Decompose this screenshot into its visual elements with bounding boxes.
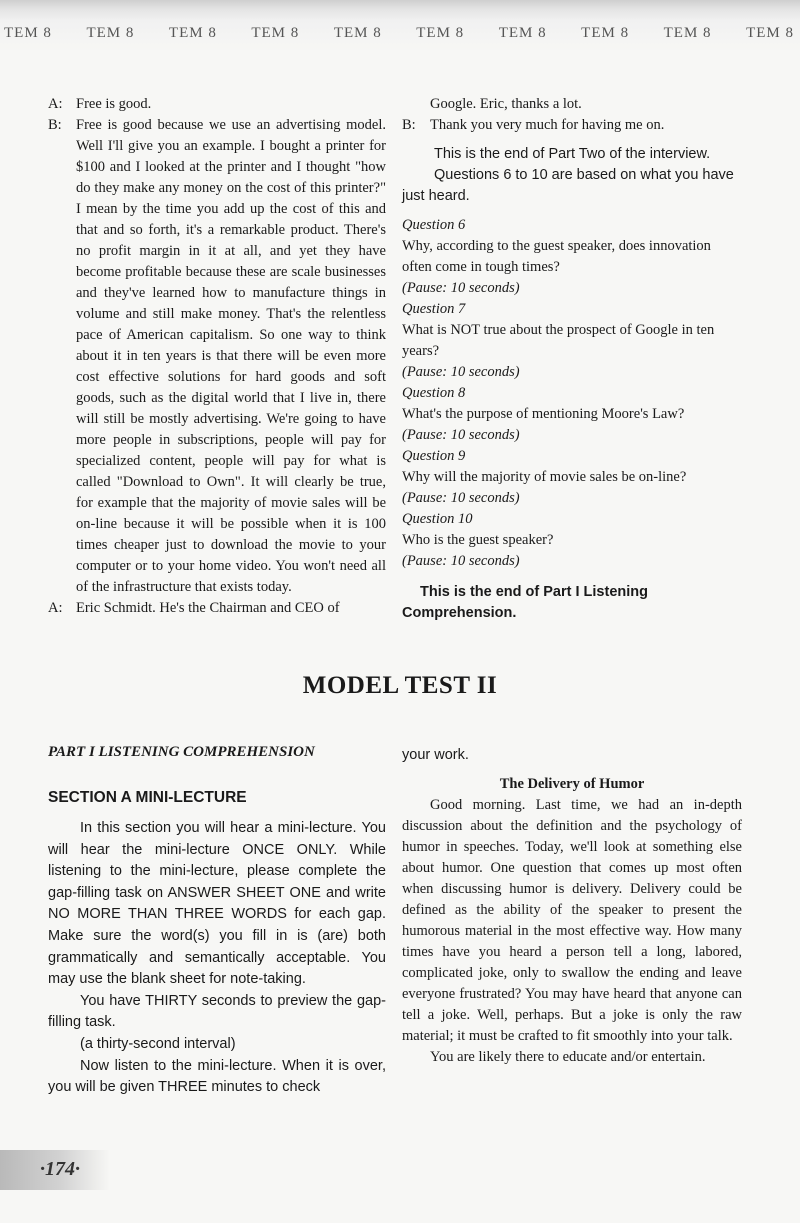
question-text: Why will the majority of movie sales be on-line?: [402, 469, 687, 485]
dialogue-turn: [48, 598, 386, 619]
instruction-paragraph: Now listen to the mini-lecture. When it is over, you will be given THREE minutes to check: [48, 1057, 386, 1096]
instruction-paragraph: You have THIRTY seconds to preview the gap-filling task.: [48, 992, 386, 1031]
instruction-paragraph: In this section you will hear a mini-lecture. You will hear the mini-lecture ONCE ONLY. While listening to the mini-lecture, please complete the gap-filling task on ANSWER SHEET ONE and write NO MORE THAN THREE WORDS for each gap. Make sure the word(s) you fill in is (are) both grammatically and semantically acceptable. You may use the blank sheet for note-taking.: [48, 820, 386, 988]
question-label: Question 6: [402, 217, 466, 233]
narration-line: This is the end of Part Two of the interview.: [434, 146, 711, 162]
question-text: Who is the guest speaker?: [402, 532, 554, 548]
speaker-label: A:: [48, 600, 63, 616]
question-text: What's the purpose of mentioning Moore's Law?: [402, 406, 685, 422]
model-test-title: MODEL TEST II: [302, 672, 498, 699]
lecture-paragraph: Good morning. Last time, we had an in-depth discussion about the definition and the psychology of humor in speeches. Today, we'll look at something else about humor. One question that comes up most often when discussing humor is delivery. Delivery could be defined as the ability of the speaker to present the humorous material in the most effective way. How many times have you heard a person tell a long, labored, complicated joke, only to swallow the ending and leave everyone frustrated? You may have heard that anyone can tell a joke. Well, perhaps. But a joke is only the raw material; it must be crafted to fit smoothly into your talk.: [402, 797, 742, 1044]
question-text: Why, according to the guest speaker, does innovation often come in tough times?: [402, 238, 711, 275]
question-item: [402, 446, 742, 509]
question-item: [402, 215, 742, 299]
running-header: [0, 20, 800, 46]
header-label: TEM 8: [746, 24, 794, 41]
page-number-band: [0, 1150, 110, 1190]
narration: [402, 144, 742, 207]
interview-transcript-left: [48, 94, 386, 619]
instructions-column: [48, 742, 386, 1099]
question-label: Question 7: [402, 301, 466, 317]
dialogue-continuation: Google. Eric, thanks a lot.: [430, 96, 582, 112]
page-number: ·174·: [40, 1158, 80, 1180]
question-label: Question 9: [402, 448, 466, 464]
instruction-continuation: your work.: [402, 747, 469, 763]
dialogue-turn: [402, 115, 742, 136]
dialogue-text: Eric Schmidt. He's the Chairman and CEO of: [76, 600, 340, 616]
pause-note: (Pause: 10 seconds): [402, 364, 520, 380]
header-label: TEM 8: [333, 24, 382, 41]
pause-note: (Pause: 10 seconds): [402, 490, 520, 506]
question-list: [402, 215, 742, 572]
question-item: [402, 383, 742, 446]
header-label: TEM 8: [663, 24, 712, 41]
question-label: Question 8: [402, 385, 466, 401]
question-label: Question 10: [402, 511, 473, 527]
narration-line: Questions 6 to 10 are based on what you have just heard.: [402, 167, 734, 204]
header-label: TEM 8: [86, 24, 135, 41]
header-label: TEM 8: [251, 24, 300, 41]
question-text: What is NOT true about the prospect of Google in ten years?: [402, 322, 715, 359]
header-label: TEM 8: [168, 24, 217, 41]
header-label: TEM 8: [416, 24, 465, 41]
lecture-column: [402, 745, 742, 1068]
lecture-paragraph: You are likely there to educate and/or entertain.: [430, 1049, 706, 1065]
lecture-text: [402, 795, 742, 1068]
pause-note: (Pause: 10 seconds): [402, 553, 520, 569]
dialogue-text: Free is good.: [76, 96, 152, 112]
instructions: [48, 818, 386, 1099]
part-heading: PART I LISTENING COMPREHENSION: [48, 744, 315, 760]
interview-transcript-right: [402, 94, 742, 624]
dialogue-turn: [48, 94, 386, 115]
speaker-label: A:: [48, 96, 63, 112]
dialogue-turn: [48, 115, 386, 598]
speaker-label: B:: [402, 117, 416, 133]
header-label: TEM 8: [498, 24, 547, 41]
header-label: TEM 8: [581, 24, 630, 41]
lecture-title: The Delivery of Humor: [499, 776, 645, 792]
part-end-note: This is the end of Part I Listening Comprehension.: [402, 584, 648, 621]
question-item: [402, 509, 742, 572]
instruction-paragraph: (a thirty-second interval): [80, 1035, 236, 1052]
header-label: TEM 8: [4, 24, 52, 41]
dialogue-text: Free is good because we use an advertising model. Well I'll give you an example. I bought a printer for $100 and I looked at the printer and I thought "how do they make any money on the cost of this printer?" I mean by the time you add up the cost of this and that and so forth, it's a remarkable product. There's no profit margin in it at all, and yet they have become profitable because these are scale businesses and they've learned how to manufacture things in volume and still make money. That's the relentless pace of American capitalism. So one way to think about it in ten years is that there will be even more cost effective solutions for hard goods and soft goods, such as the digital world that I live in, there will still be mostly advertising. We're going to have more people in subscriptions, people will pay for specialized content, people will pay for what is called "Download to Own". It will clearly be true, for example that the majority of movie sales will be on-line because it will be possible when it is 100 times cheaper just to download the movie to your computer or to your home video. You won't need all of the infrastructure that exists today.: [76, 117, 386, 595]
section-heading: SECTION A MINI-LECTURE: [48, 789, 247, 806]
speaker-label: B:: [48, 117, 62, 133]
question-item: [402, 299, 742, 383]
pause-note: (Pause: 10 seconds): [402, 427, 520, 443]
pause-note: (Pause: 10 seconds): [402, 280, 520, 296]
dialogue-text: Thank you very much for having me on.: [430, 117, 665, 133]
